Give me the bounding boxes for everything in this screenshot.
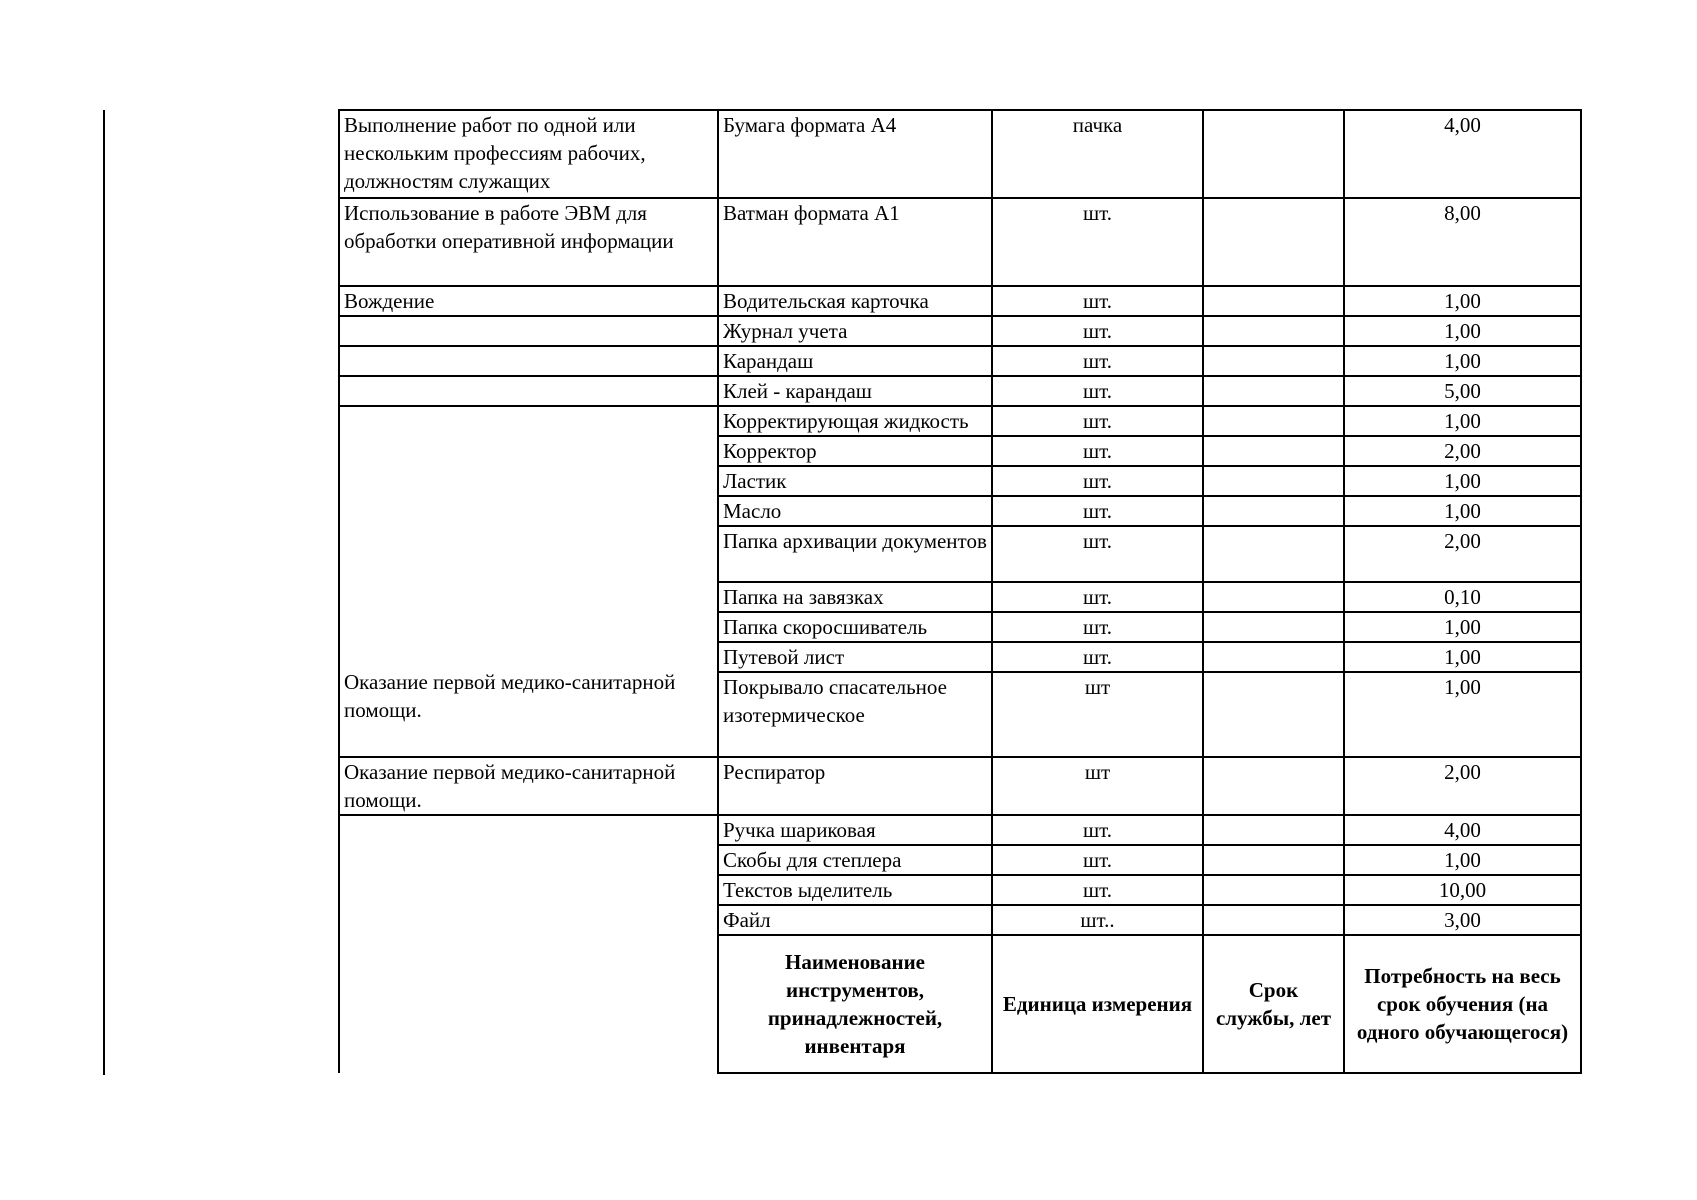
need-cell: 1,00 xyxy=(1344,845,1581,875)
item-name-cell: Масло xyxy=(718,496,992,526)
need-cell: 2,00 xyxy=(1344,526,1581,582)
activity-cell: Вождение xyxy=(339,286,718,316)
unit-cell: шт.. xyxy=(992,905,1203,935)
item-name-cell: Корректор xyxy=(718,436,992,466)
life-cell xyxy=(1203,316,1344,346)
unit-cell: шт. xyxy=(992,815,1203,845)
header-life: Срок службы, лет xyxy=(1203,935,1344,1073)
unit-cell: шт. xyxy=(992,526,1203,582)
need-cell: 4,00 xyxy=(1344,110,1581,198)
need-cell: 1,00 xyxy=(1344,612,1581,642)
unit-cell: шт. xyxy=(992,346,1203,376)
item-name-cell: Ластик xyxy=(718,466,992,496)
activity-cell xyxy=(339,346,718,376)
life-cell xyxy=(1203,815,1344,845)
unit-cell: шт. xyxy=(992,198,1203,286)
item-name-cell: Водительская карточка xyxy=(718,286,992,316)
item-name-cell: Файл xyxy=(718,905,992,935)
unit-cell: шт. xyxy=(992,406,1203,436)
item-name-cell: Журнал учета xyxy=(718,316,992,346)
need-cell: 1,00 xyxy=(1344,672,1581,757)
unit-cell: пачка xyxy=(992,110,1203,198)
unit-cell: шт. xyxy=(992,436,1203,466)
life-cell xyxy=(1203,436,1344,466)
table-row xyxy=(339,316,1581,346)
unit-cell: шт. xyxy=(992,582,1203,612)
item-name-cell: Папка на завязках xyxy=(718,582,992,612)
life-cell xyxy=(1203,905,1344,935)
life-cell xyxy=(1203,875,1344,905)
unit-cell: шт. xyxy=(992,875,1203,905)
activity-cell: Использование в работе ЭВМ для обработки оперативной информации xyxy=(339,198,718,286)
unit-cell: шт xyxy=(992,757,1203,815)
need-cell: 3,00 xyxy=(1344,905,1581,935)
need-cell: 1,00 xyxy=(1344,406,1581,436)
unit-cell: шт xyxy=(992,672,1203,757)
unit-cell: шт. xyxy=(992,612,1203,642)
activity-cell xyxy=(339,376,718,406)
item-name-cell: Клей - карандаш xyxy=(718,376,992,406)
need-cell: 1,00 xyxy=(1344,496,1581,526)
life-cell xyxy=(1203,346,1344,376)
need-cell: 2,00 xyxy=(1344,757,1581,815)
table-row xyxy=(339,198,1581,286)
table-row xyxy=(339,346,1581,376)
life-cell xyxy=(1203,376,1344,406)
life-cell xyxy=(1203,845,1344,875)
life-cell xyxy=(1203,198,1344,286)
need-cell: 1,00 xyxy=(1344,316,1581,346)
table-row xyxy=(339,815,1581,845)
table-row xyxy=(339,110,1581,198)
life-cell xyxy=(1203,612,1344,642)
item-name-cell: Покрывало спасательное изотермическое xyxy=(718,672,992,757)
life-cell xyxy=(1203,406,1344,436)
item-name-cell: Папка архивации документов xyxy=(718,526,992,582)
table-row xyxy=(339,406,1581,436)
item-name-cell: Путевой лист xyxy=(718,642,992,672)
need-cell: 1,00 xyxy=(1344,346,1581,376)
life-cell xyxy=(1203,672,1344,757)
life-cell xyxy=(1203,757,1344,815)
activity-cell: Оказание первой медико-санитарной помощи. xyxy=(339,757,718,815)
unit-cell: шт. xyxy=(992,496,1203,526)
unit-cell: шт. xyxy=(992,845,1203,875)
header-need: Потребность на весь срок обучения (на одного обучающегося) xyxy=(1344,935,1581,1073)
unit-cell: шт. xyxy=(992,466,1203,496)
life-cell xyxy=(1203,582,1344,612)
life-cell xyxy=(1203,526,1344,582)
need-cell: 0,10 xyxy=(1344,582,1581,612)
unit-cell: шт. xyxy=(992,642,1203,672)
activity-cell: Оказание первой медико-санитарной помощи. xyxy=(339,406,718,757)
item-name-cell: Бумага формата А4 xyxy=(718,110,992,198)
need-cell: 4,00 xyxy=(1344,815,1581,845)
need-cell: 5,00 xyxy=(1344,376,1581,406)
item-name-cell: Корректирующая жидкость xyxy=(718,406,992,436)
item-name-cell: Респиратор xyxy=(718,757,992,815)
need-cell: 1,00 xyxy=(1344,466,1581,496)
table-row xyxy=(339,376,1581,406)
need-cell: 1,00 xyxy=(1344,286,1581,316)
life-cell xyxy=(1203,496,1344,526)
life-cell xyxy=(1203,642,1344,672)
header-name: Наименование инструментов, принадлежностей, инвентаря xyxy=(718,935,992,1073)
need-cell: 10,00 xyxy=(1344,875,1581,905)
unit-cell: шт. xyxy=(992,286,1203,316)
activity-cell: Выполнение работ по одной или нескольким профессиям рабочих, должностям служащих xyxy=(339,110,718,198)
activity-cell xyxy=(339,316,718,346)
item-name-cell: Папка скоросшиватель xyxy=(718,612,992,642)
life-cell xyxy=(1203,110,1344,198)
table-row xyxy=(339,286,1581,316)
item-name-cell: Ручка шариковая xyxy=(718,815,992,845)
life-cell xyxy=(1203,286,1344,316)
item-name-cell: Скобы для степлера xyxy=(718,845,992,875)
supplies-table xyxy=(338,109,1582,1074)
life-cell xyxy=(1203,466,1344,496)
table-row xyxy=(339,757,1581,815)
need-cell: 8,00 xyxy=(1344,198,1581,286)
margin-rule xyxy=(103,110,105,1075)
header-unit: Единица измерения xyxy=(992,935,1203,1073)
unit-cell: шт. xyxy=(992,376,1203,406)
need-cell: 1,00 xyxy=(1344,642,1581,672)
item-name-cell: Текстов ыделитель xyxy=(718,875,992,905)
item-name-cell: Ватман формата А1 xyxy=(718,198,992,286)
activity-cell-empty xyxy=(339,815,718,1073)
item-name-cell: Карандаш xyxy=(718,346,992,376)
unit-cell: шт. xyxy=(992,316,1203,346)
need-cell: 2,00 xyxy=(1344,436,1581,466)
